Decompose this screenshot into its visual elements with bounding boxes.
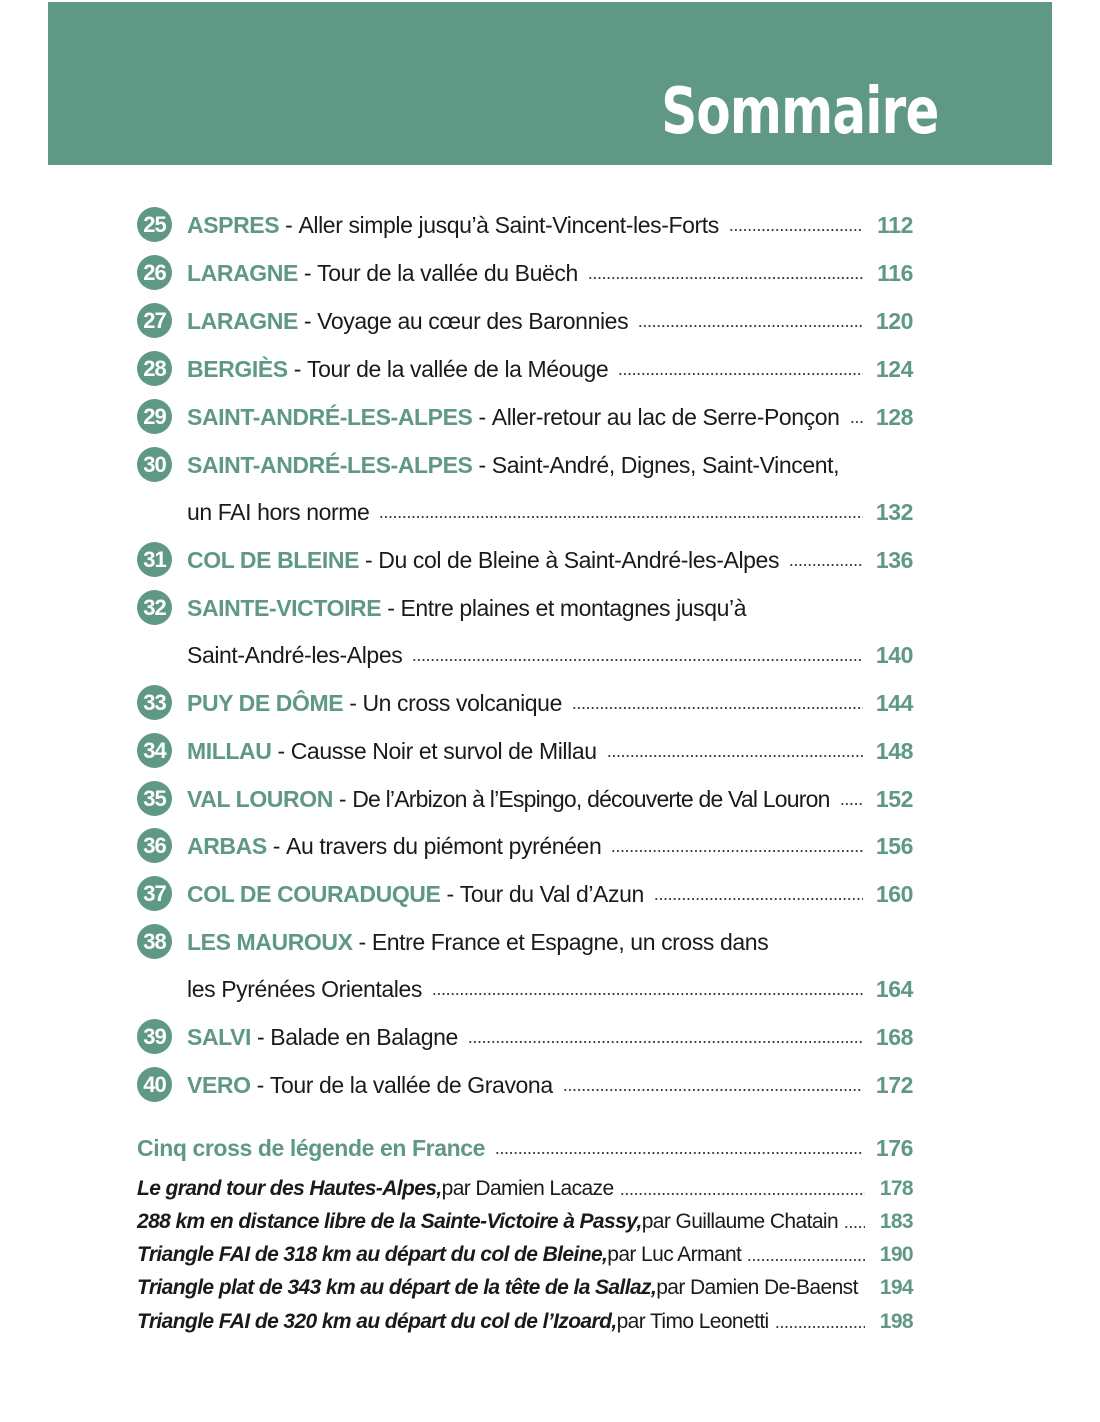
leader-dots (864, 1291, 865, 1295)
toc-entry[interactable] (187, 255, 913, 291)
leader-dots (654, 897, 863, 901)
entry-place: MILLAU (187, 737, 272, 764)
entry-place: ASPRES (187, 211, 280, 238)
leader-dots (563, 1088, 863, 1092)
leader-dots (638, 324, 863, 328)
entry-place: SALVI (187, 1023, 252, 1050)
entry-description-continued: un FAI hors norme (187, 498, 370, 525)
leader-dots (468, 1040, 863, 1044)
entry-page: 164 (875, 975, 913, 1002)
entry-place: COL DE COURADUQUE (187, 880, 441, 907)
entry-separator: - (359, 546, 379, 573)
header-banner (48, 2, 1052, 165)
legend-entry[interactable] (137, 1307, 913, 1337)
entry-number-badge: 33 (137, 685, 172, 720)
page-title: Sommaire (661, 75, 939, 149)
entry-separator: - (343, 689, 363, 716)
legend-author: par Luc Armant (607, 1243, 742, 1266)
entry-number-badge: 35 (137, 781, 172, 816)
leader-dots (412, 658, 863, 662)
leader-dots (618, 372, 863, 376)
leader-dots (611, 849, 863, 853)
entry-description: Entre plaines et montagnes jusqu’à (400, 594, 747, 621)
legend-title: Le grand tour des Hautes-Alpes, (137, 1177, 442, 1200)
entry-page: 136 (875, 546, 913, 573)
entry-separator: - (279, 211, 299, 238)
toc-entry[interactable] (187, 207, 913, 243)
toc-entry[interactable] (187, 447, 913, 483)
entry-page: 132 (875, 498, 913, 525)
leader-dots (729, 228, 863, 232)
entry-description: Balade en Balagne (270, 1023, 458, 1050)
entry-number-badge: 28 (137, 351, 172, 386)
entry-description: Tour de la vallée de la Méouge (306, 355, 609, 382)
entry-page: 183 (879, 1210, 913, 1233)
leader-dots (775, 1325, 865, 1329)
entry-place: COL DE BLEINE (187, 546, 360, 573)
toc-entry[interactable] (187, 351, 913, 387)
entry-separator: - (251, 1023, 271, 1050)
entry-number-badge: 30 (137, 447, 172, 482)
entry-description: Entre France et Espagne, un cross dans (371, 928, 769, 955)
entry-place: LES MAUROUX (187, 928, 353, 955)
toc-entry[interactable] (187, 876, 913, 912)
leader-dots (495, 1151, 863, 1155)
entry-number-badge: 37 (137, 876, 172, 911)
entry-description: Aller simple jusqu’à Saint-Vincent-les-Forts (298, 211, 719, 238)
legend-author: par Damien De-Baenst (656, 1276, 858, 1299)
entry-separator: - (287, 355, 307, 382)
toc-entry[interactable] (187, 685, 913, 721)
entry-place: PUY DE DÔME (187, 689, 344, 716)
toc-entry-continuation[interactable] (187, 637, 913, 673)
legend-title: Triangle plat de 343 km au départ de la tête de la Sallaz, (137, 1276, 657, 1299)
entry-page: 140 (875, 641, 913, 668)
entry-description: Tour du Val d’Azun (459, 880, 644, 907)
entry-separator: - (472, 451, 492, 478)
entry-description: Causse Noir et survol de Millau (290, 737, 597, 764)
entry-page: 172 (875, 1071, 913, 1098)
entry-separator: - (332, 785, 353, 812)
leader-dots (572, 706, 863, 710)
leader-dots (844, 1225, 865, 1229)
entry-separator: - (250, 1071, 270, 1098)
entry-number-badge: 38 (137, 924, 172, 959)
entry-number-badge: 29 (137, 399, 172, 434)
entry-page: 190 (879, 1243, 913, 1266)
entry-place: SAINT-ANDRÉ-LES-ALPES (187, 451, 473, 478)
entry-description: Un cross volcanique (362, 689, 562, 716)
entry-page: 112 (877, 211, 913, 238)
legends-section-heading[interactable] (137, 1130, 913, 1166)
leader-dots (607, 754, 863, 758)
toc-entry[interactable] (187, 303, 913, 339)
toc-entry[interactable] (187, 542, 913, 578)
entry-number-badge: 26 (137, 255, 172, 290)
entry-description: Voyage au cœur des Baronnies (317, 307, 629, 334)
entry-place: LARAGNE (187, 259, 298, 286)
toc-entry[interactable] (187, 1067, 913, 1103)
entry-number-badge: 39 (137, 1019, 172, 1054)
toc-entry[interactable] (187, 924, 913, 960)
entry-description: Au travers du piémont pyrénéen (286, 832, 602, 859)
legend-author: par Guillaume Chatain (641, 1210, 839, 1233)
entry-place: BERGIÈS (187, 355, 288, 382)
entry-separator: - (271, 737, 291, 764)
entry-page: 194 (879, 1276, 913, 1299)
entry-number-badge: 36 (137, 828, 172, 863)
entry-page: 176 (875, 1134, 913, 1161)
leader-dots (789, 563, 863, 567)
toc-entry-continuation[interactable] (187, 971, 913, 1007)
legend-entry[interactable] (137, 1273, 913, 1303)
entry-number-badge: 27 (137, 303, 172, 338)
entry-place: SAINTE-VICTOIRE (187, 594, 382, 621)
entry-separator: - (472, 403, 492, 430)
entry-place: SAINT-ANDRÉ-LES-ALPES (187, 403, 473, 430)
leader-dots (620, 1192, 865, 1196)
toc-entry[interactable] (187, 590, 913, 626)
toc-entry[interactable] (187, 781, 913, 817)
legend-author: par Timo Leonetti (616, 1310, 769, 1333)
legend-entry[interactable] (137, 1174, 913, 1204)
entry-separator: - (266, 832, 287, 859)
entry-description: De l’Arbizon à l’Espingo, découverte de Val Louron (352, 785, 830, 812)
entry-place: VAL LOURON (187, 785, 333, 812)
entry-number-badge: 32 (137, 590, 172, 625)
toc-entry[interactable] (187, 1019, 913, 1055)
entry-description-continued: les Pyrénées Orientales (187, 975, 422, 1002)
entry-number-badge: 25 (137, 207, 172, 242)
entry-number-badge: 34 (137, 733, 172, 768)
toc-entry[interactable] (187, 399, 913, 435)
leader-dots (840, 802, 863, 806)
legend-title: 288 km en distance libre de la Sainte-Victoire à Passy, (137, 1210, 642, 1233)
entry-separator: - (381, 594, 401, 621)
entry-page: 148 (875, 737, 913, 764)
entry-page: 160 (875, 880, 913, 907)
entry-page: 198 (879, 1310, 913, 1333)
leader-dots (588, 276, 863, 280)
entry-page: 144 (875, 689, 913, 716)
legend-entry[interactable] (137, 1240, 913, 1270)
entry-page: 128 (875, 403, 913, 430)
toc-entry[interactable] (187, 828, 913, 864)
entry-page: 124 (875, 355, 913, 382)
entry-page: 120 (875, 307, 913, 334)
entry-page: 152 (875, 785, 913, 812)
entry-page: 116 (877, 259, 913, 286)
leader-dots (432, 992, 863, 996)
leader-dots (850, 420, 863, 424)
legend-title: Triangle FAI de 320 km au départ du col de l’Izoard, (137, 1310, 617, 1333)
entry-number-badge: 31 (137, 542, 172, 577)
entry-description: Aller-retour au lac de Serre-Ponçon (491, 403, 840, 430)
legend-entry[interactable] (137, 1207, 913, 1237)
entry-page: 156 (875, 832, 913, 859)
leader-dots (747, 1258, 865, 1262)
legend-title: Triangle FAI de 318 km au départ du col de Bleine, (137, 1243, 608, 1266)
entry-description: Tour de la vallée du Buëch (317, 259, 578, 286)
entry-number-badge: 40 (137, 1067, 172, 1102)
entry-place: ARBAS (187, 832, 267, 859)
legends-heading-label: Cinq cross de légende en France (137, 1134, 486, 1161)
entry-separator: - (297, 307, 318, 334)
entry-separator: - (352, 928, 372, 955)
leader-dots (379, 515, 863, 519)
entry-description: Saint-André, Dignes, Saint-Vincent, (491, 451, 840, 478)
entry-place: LARAGNE (187, 307, 298, 334)
entry-separator: - (297, 259, 318, 286)
entry-description: Du col de Bleine à Saint-André-les-Alpes (378, 546, 780, 573)
entry-place: VERO (187, 1071, 251, 1098)
entry-page: 168 (875, 1023, 913, 1050)
entry-separator: - (440, 880, 460, 907)
entry-page: 178 (879, 1177, 913, 1200)
toc-entry[interactable] (187, 733, 913, 769)
legend-author: par Damien Lacaze (441, 1177, 614, 1200)
entry-description: Tour de la vallée de Gravona (269, 1071, 553, 1098)
toc-entry-continuation[interactable] (187, 494, 913, 530)
entry-description-continued: Saint-André-les-Alpes (187, 641, 403, 668)
